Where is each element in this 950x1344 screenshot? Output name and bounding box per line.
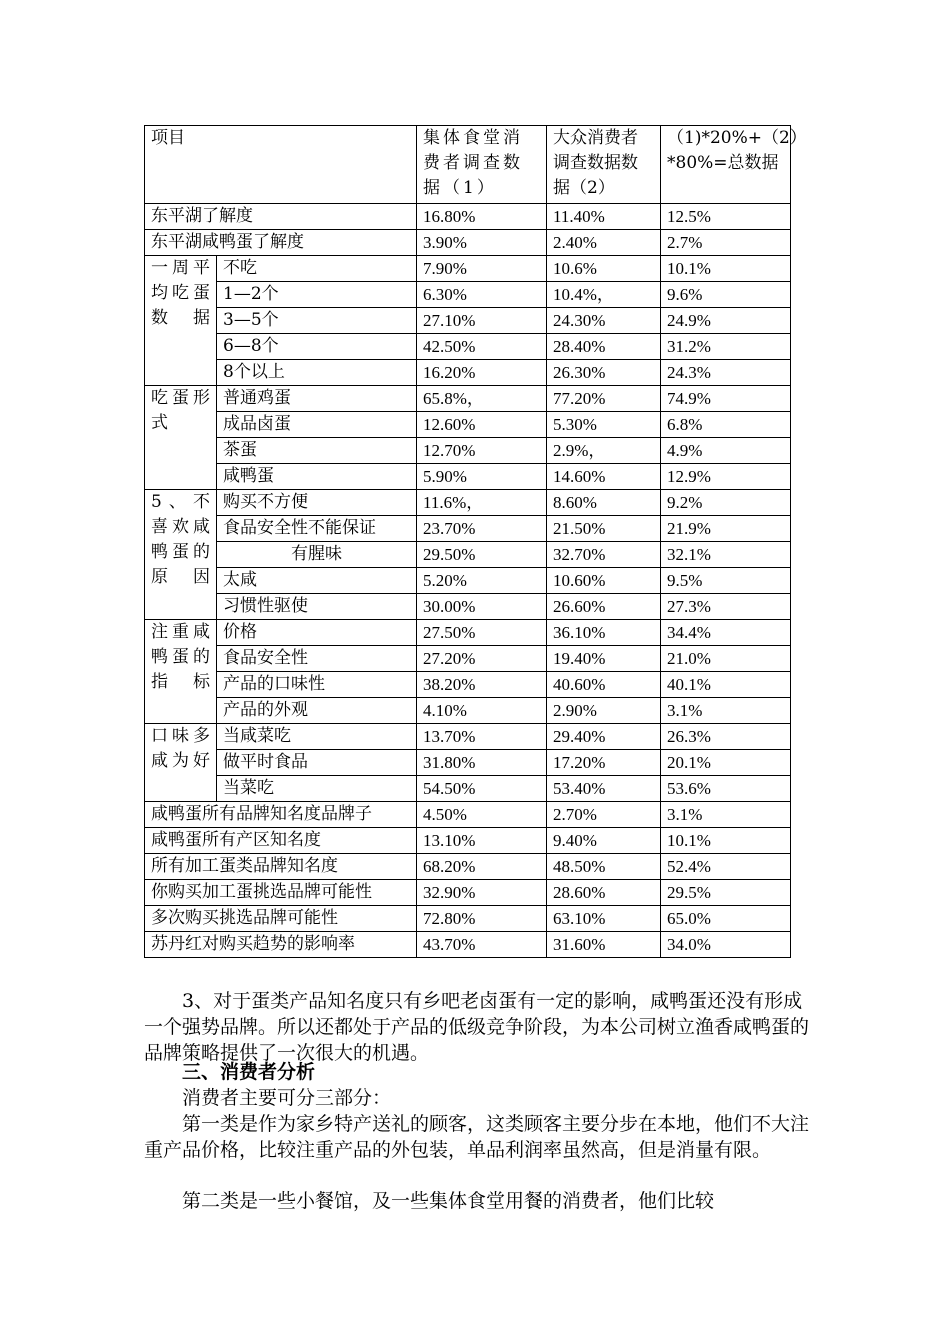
table-row [145, 906, 791, 932]
value-total: 34.4% [661, 620, 791, 646]
sub-row-label: 成品卤蛋 [217, 412, 417, 438]
table-row [145, 620, 791, 646]
value-total: 26.3% [661, 724, 791, 750]
row-label: 东平湖咸鸭蛋了解度 [145, 230, 417, 256]
value-total: 6.8% [661, 412, 791, 438]
group-label: 注重咸鸭蛋的指标 [145, 620, 217, 724]
row-label: 多次购买挑选品牌可能性 [145, 906, 417, 932]
value-total: 40.1% [661, 672, 791, 698]
value-canteen: 23.70% [417, 516, 547, 542]
sub-row-label: 购买不方便 [217, 490, 417, 516]
value-public: 21.50% [547, 516, 661, 542]
sub-row-label: 产品的口味性 [217, 672, 417, 698]
sub-row-label: 价格 [217, 620, 417, 646]
value-public: 24.30% [547, 308, 661, 334]
table-row [145, 282, 791, 308]
value-canteen: 3.90% [417, 230, 547, 256]
sub-row-label: 食品安全性 [217, 646, 417, 672]
sub-row-label: 习惯性驱使 [217, 594, 417, 620]
table-row [145, 490, 791, 516]
section-heading-consumer-analysis: 三、消费者分析 [182, 1061, 316, 1083]
value-total: 21.9% [661, 516, 791, 542]
value-canteen: 42.50% [417, 334, 547, 360]
table-row [145, 776, 791, 802]
row-label: 苏丹红对购买趋势的影响率 [145, 932, 417, 958]
value-public: 63.10% [547, 906, 661, 932]
value-public: 53.40% [547, 776, 661, 802]
table-row [145, 256, 791, 282]
table-row [145, 854, 791, 880]
row-label: 所有加工蛋类品牌知名度 [145, 854, 417, 880]
value-canteen: 4.50% [417, 802, 547, 828]
value-total: 34.0% [661, 932, 791, 958]
value-total: 20.1% [661, 750, 791, 776]
header-col2: 大众消费者调查数据数据（2） [547, 126, 661, 204]
value-public: 10.60% [547, 568, 661, 594]
table-row [145, 672, 791, 698]
value-public: 40.60% [547, 672, 661, 698]
value-total: 65.0% [661, 906, 791, 932]
value-total: 10.1% [661, 828, 791, 854]
table-row [145, 802, 791, 828]
value-canteen: 27.20% [417, 646, 547, 672]
table-row [145, 360, 791, 386]
value-total: 3.1% [661, 698, 791, 724]
value-canteen: 68.20% [417, 854, 547, 880]
value-canteen: 4.10% [417, 698, 547, 724]
value-canteen: 29.50% [417, 542, 547, 568]
value-canteen: 7.90% [417, 256, 547, 282]
value-canteen: 11.6%， [417, 490, 547, 516]
value-canteen: 12.70% [417, 438, 547, 464]
sub-row-label: 咸鸭蛋 [217, 464, 417, 490]
group-label: 5、不喜欢咸鸭蛋的原因 [145, 490, 217, 620]
value-canteen: 5.90% [417, 464, 547, 490]
paragraph-first-type: 第一类是作为家乡特产送礼的顾客，这类顾客主要分步在本地，他们不大注重产品价格，比较注重产品的外包装，单品利润率虽然高，但是消量有限。 [144, 1113, 810, 1161]
header-col3: （1)*20%+（2）*80%=总数据 [661, 126, 791, 204]
header-item: 项目 [145, 126, 417, 204]
value-total: 32.1% [661, 542, 791, 568]
value-total: 9.5% [661, 568, 791, 594]
value-total: 21.0% [661, 646, 791, 672]
value-canteen: 27.10% [417, 308, 547, 334]
table-row [145, 698, 791, 724]
value-public: 14.60% [547, 464, 661, 490]
sub-row-label: 普通鸡蛋 [217, 386, 417, 412]
table-row [145, 724, 791, 750]
value-total: 29.5% [661, 880, 791, 906]
table-header-row [145, 126, 791, 204]
value-public: 36.10% [547, 620, 661, 646]
value-total: 53.6% [661, 776, 791, 802]
value-total: 12.9% [661, 464, 791, 490]
value-canteen: 38.20% [417, 672, 547, 698]
table-row [145, 568, 791, 594]
value-canteen: 72.80% [417, 906, 547, 932]
value-public: 2.40% [547, 230, 661, 256]
table-row [145, 594, 791, 620]
value-public: 28.60% [547, 880, 661, 906]
table-row [145, 386, 791, 412]
value-canteen: 32.90% [417, 880, 547, 906]
value-public: 19.40% [547, 646, 661, 672]
value-total: 24.3% [661, 360, 791, 386]
value-public: 10.6% [547, 256, 661, 282]
value-total: 2.7% [661, 230, 791, 256]
value-total: 10.1% [661, 256, 791, 282]
value-canteen: 27.50% [417, 620, 547, 646]
value-total: 31.2% [661, 334, 791, 360]
sub-row-label: 做平时食品 [217, 750, 417, 776]
sub-row-label: 产品的外观 [217, 698, 417, 724]
value-canteen: 13.10% [417, 828, 547, 854]
table-row [145, 464, 791, 490]
value-total: 4.9% [661, 438, 791, 464]
row-label: 咸鸭蛋所有产区知名度 [145, 828, 417, 854]
table-row [145, 542, 791, 568]
table-row [145, 932, 791, 958]
survey-table-body [145, 126, 807, 958]
table-row [145, 646, 791, 672]
value-public: 28.40% [547, 334, 661, 360]
value-public: 2.70% [547, 802, 661, 828]
table-row [145, 308, 791, 334]
sub-row-label: 3—5个 [217, 308, 417, 334]
sub-row-label: 不吃 [217, 256, 417, 282]
value-public: 48.50% [547, 854, 661, 880]
row-label: 咸鸭蛋所有品牌知名度品牌子 [145, 802, 417, 828]
value-total: 74.9% [661, 386, 791, 412]
value-public: 8.60% [547, 490, 661, 516]
value-canteen: 43.70% [417, 932, 547, 958]
value-public: 26.60% [547, 594, 661, 620]
value-canteen: 12.60% [417, 412, 547, 438]
value-total: 27.3% [661, 594, 791, 620]
value-public: 5.30% [547, 412, 661, 438]
row-label: 你购买加工蛋挑选品牌可能性 [145, 880, 417, 906]
value-canteen: 6.30% [417, 282, 547, 308]
row-label: 东平湖了解度 [145, 204, 417, 230]
group-label: 口味多咸为好 [145, 724, 217, 802]
value-total: 52.4% [661, 854, 791, 880]
group-label: 一周平均吃蛋数据 [145, 256, 217, 386]
sub-row-label: 有腥味 [217, 542, 417, 568]
paragraph-consumer-parts: 消费者主要可分三部分： [182, 1087, 392, 1109]
value-canteen: 13.70% [417, 724, 547, 750]
value-canteen: 5.20% [417, 568, 547, 594]
value-public: 29.40% [547, 724, 661, 750]
value-public: 10.4%， [547, 282, 661, 308]
sub-row-label: 当菜吃 [217, 776, 417, 802]
table-row [145, 880, 791, 906]
value-canteen: 31.80% [417, 750, 547, 776]
value-total: 9.6% [661, 282, 791, 308]
table-row [145, 438, 791, 464]
sub-row-label: 8个以上 [217, 360, 417, 386]
sub-row-label: 6—8个 [217, 334, 417, 360]
value-public: 9.40% [547, 828, 661, 854]
table-row [145, 230, 791, 256]
table-row [145, 334, 791, 360]
sub-row-label: 食品安全性不能保证 [217, 516, 417, 542]
value-public: 2.90% [547, 698, 661, 724]
table-row [145, 412, 791, 438]
paragraph-second-type: 第二类是一些小餐馆，及一些集体食堂用餐的消费者，他们比较 [182, 1190, 715, 1212]
header-col1: 集体食堂消费者调查数据（1） [417, 126, 547, 204]
value-canteen: 65.8%， [417, 386, 547, 412]
sub-row-label: 1—2个 [217, 282, 417, 308]
value-public: 31.60% [547, 932, 661, 958]
value-public: 2.9%， [547, 438, 661, 464]
table-row [145, 750, 791, 776]
value-public: 77.20% [547, 386, 661, 412]
table-row [145, 204, 791, 230]
sub-row-label: 茶蛋 [217, 438, 417, 464]
sub-row-label: 太咸 [217, 568, 417, 594]
survey-data-table [144, 125, 807, 958]
table-row [145, 828, 791, 854]
value-canteen: 30.00% [417, 594, 547, 620]
value-canteen: 16.80% [417, 204, 547, 230]
value-public: 11.40% [547, 204, 661, 230]
value-total: 3.1% [661, 802, 791, 828]
value-canteen: 54.50% [417, 776, 547, 802]
value-total: 24.9% [661, 308, 791, 334]
table-row [145, 516, 791, 542]
value-public: 26.30% [547, 360, 661, 386]
paragraph-brand-opportunity: 3、对于蛋类产品知名度只有乡吧老卤蛋有一定的影响，咸鸭蛋还没有形成一个强势品牌。所以还都处于产品的低级竞争阶段，为本公司树立渔香咸鸭蛋的品牌策略提供了一次很大的机遇。 [144, 990, 810, 1064]
value-total: 9.2% [661, 490, 791, 516]
value-public: 17.20% [547, 750, 661, 776]
value-total: 12.5% [661, 204, 791, 230]
value-public: 32.70% [547, 542, 661, 568]
sub-row-label: 当咸菜吃 [217, 724, 417, 750]
value-canteen: 16.20% [417, 360, 547, 386]
group-label: 吃蛋形式 [145, 386, 217, 490]
